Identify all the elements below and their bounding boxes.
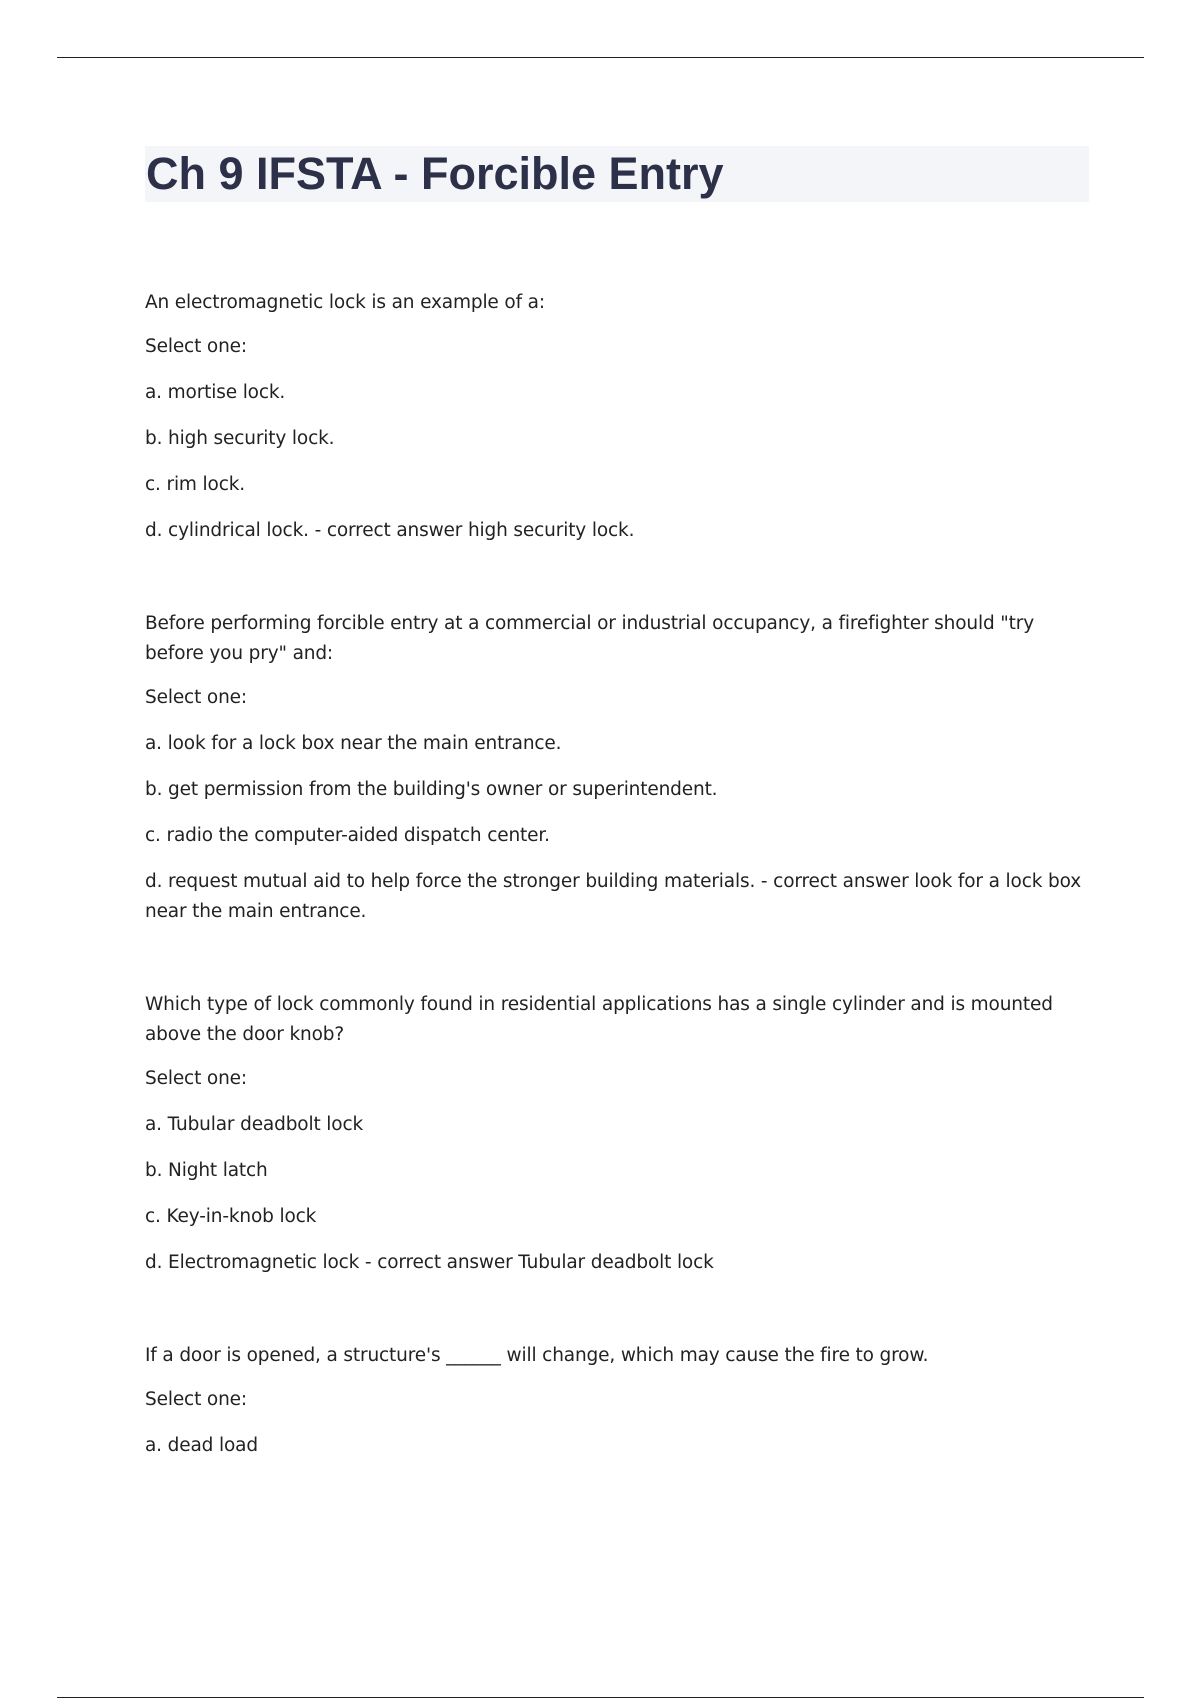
- select-one-label: Select one:: [145, 687, 247, 708]
- document-title: Ch 9 IFSTA - Forcible Entry: [146, 148, 724, 199]
- answer-option-b: b. get permission from the building's owner or superintendent.: [145, 779, 718, 800]
- answer-option-d: d. cylindrical lock. - correct answer high security lock.: [145, 520, 635, 541]
- question-text: Which type of lock commonly found in residential applications has a single cylinder and is mounted above the door knob?: [145, 994, 1053, 1045]
- question-1: [145, 288, 1095, 546]
- answer-option-c: c. Key-in-knob lock: [145, 1206, 317, 1227]
- answer-option-a: a. Tubular deadbolt lock: [145, 1114, 364, 1135]
- answer-option-b: b. high security lock.: [145, 428, 335, 449]
- question-3: [145, 990, 1095, 1278]
- answer-option-c: c. rim lock.: [145, 474, 246, 495]
- answer-option-d: d. Electromagnetic lock - correct answer Tubular deadbolt lock: [145, 1252, 714, 1273]
- question-text: If a door is opened, a structure's ______ will change, which may cause the fire to grow.: [145, 1345, 929, 1366]
- footer-rule: [57, 1697, 1144, 1698]
- select-one-label: Select one:: [145, 1068, 247, 1089]
- question-text: An electromagnetic lock is an example of a:: [145, 292, 545, 313]
- question-text: Before performing forcible entry at a commercial or industrial occupancy, a firefighter should "try before you pry" and:: [145, 613, 1035, 664]
- question-list: [145, 288, 1095, 1524]
- question-4: [145, 1341, 1095, 1461]
- header-rule: [57, 57, 1144, 58]
- answer-option-a: a. mortise lock.: [145, 382, 286, 403]
- answer-option-c: c. radio the computer-aided dispatch center.: [145, 825, 550, 846]
- answer-option-b: b. Night latch: [145, 1160, 268, 1181]
- select-one-label: Select one:: [145, 336, 247, 357]
- answer-option-a: a. dead load: [145, 1435, 258, 1456]
- answer-option-d: d. request mutual aid to help force the stronger building materials. - correct answer look for a lock box near the main entrance.: [145, 871, 1081, 922]
- select-one-label: Select one:: [145, 1389, 247, 1410]
- answer-option-a: a. look for a lock box near the main entrance.: [145, 733, 562, 754]
- question-2: [145, 609, 1095, 927]
